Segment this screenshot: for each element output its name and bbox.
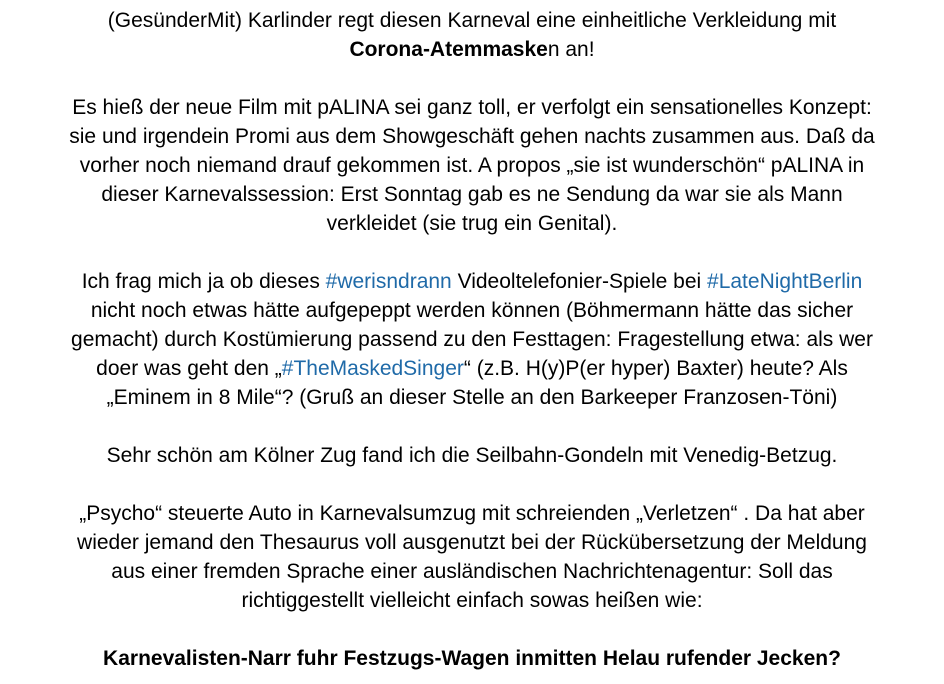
text-line: Es hieß der neue Film mit pALINA sei ganz toll, er verfolgt ein sensationelles Konzept: [72, 96, 872, 119]
paragraph-koelner-zug [0, 441, 944, 470]
paragraph-latenight [0, 267, 944, 412]
text-line: verkleidet (sie trug ein Genital). [326, 212, 618, 235]
hashtag-link[interactable]: #LateNightBerlin [707, 270, 863, 293]
text-line: sie und irgendein Promi aus dem Showgeschäft gehen nachts zusammen aus. Daß da [69, 125, 875, 148]
paragraph-film [0, 93, 944, 238]
paragraph-gap [0, 64, 944, 93]
bold-phrase: Corona-Atemmaske [349, 38, 548, 61]
text-line: „Psycho“ steuerte Auto in Karnevalsumzug mit schreienden „Verletzen“ . Da hat aber [79, 502, 865, 525]
text-line: dieser Karnevalssession: Erst Sonntag gab es ne Sendung da war sie als Mann [101, 183, 843, 206]
hashtag-link[interactable]: #werisndrann [325, 270, 452, 293]
text-line [6, 267, 938, 296]
text-fragment: Ich frag mich ja ob dieses [81, 270, 326, 293]
paragraph-gap [0, 615, 944, 644]
paragraph-gap [0, 412, 944, 441]
text-line: vorher noch niemand drauf gekommen ist. A propos „sie ist wunderschön“ pALINA in [79, 154, 865, 177]
text-line: gemacht) durch Kostümierung passend zu den Festtagen: Fragestellung etwa: als wer [71, 328, 873, 351]
text-fragment: Videoltelefonier-Spiele bei [451, 270, 708, 293]
text-line: „Eminem in 8 Mile“? (Gruß an dieser Stelle an den Barkeeper Franzosen-Töni) [106, 386, 838, 409]
paragraph-gap [0, 470, 944, 499]
document-body [0, 6, 944, 673]
text-line: (GesünderMit) Karlinder regt diesen Karneval eine einheitliche Verkleidung mit [107, 9, 837, 32]
text-fragment: “ (z.B. H(y)P(er hyper) Baxter) heute? Als [463, 357, 848, 380]
text-line [6, 354, 938, 383]
text-fragment: doer was geht den „ [96, 357, 282, 380]
text-line: richtiggestellt vielleicht einfach sowas heißen wie: [241, 589, 703, 612]
text-line: aus einer fremden Sprache einer ausländischen Nachrichtenagentur: Soll das [111, 560, 833, 583]
paragraph-gap [0, 238, 944, 267]
text-line: nicht noch etwas hätte aufgepeppt werden können (Böhmermann hätte das sicher [90, 299, 854, 322]
text-line: Sehr schön am Kölner Zug fand ich die Seilbahn-Gondeln mit Venedig-Betzug. [106, 444, 838, 467]
text-fragment: n an! [547, 38, 595, 61]
paragraph-intro [0, 6, 944, 64]
text-line: wieder jemand den Thesaurus voll ausgenutzt bei der Rückübersetzung der Meldung [77, 531, 867, 554]
paragraph-psycho [0, 499, 944, 615]
hashtag-link[interactable]: #TheMaskedSinger [281, 357, 464, 380]
text-line [6, 35, 938, 64]
bold-headline: Karnevalisten-Narr fuhr Festzugs-Wagen inmitten Helau rufender Jecken? [103, 647, 841, 670]
paragraph-conclusion [0, 644, 944, 673]
